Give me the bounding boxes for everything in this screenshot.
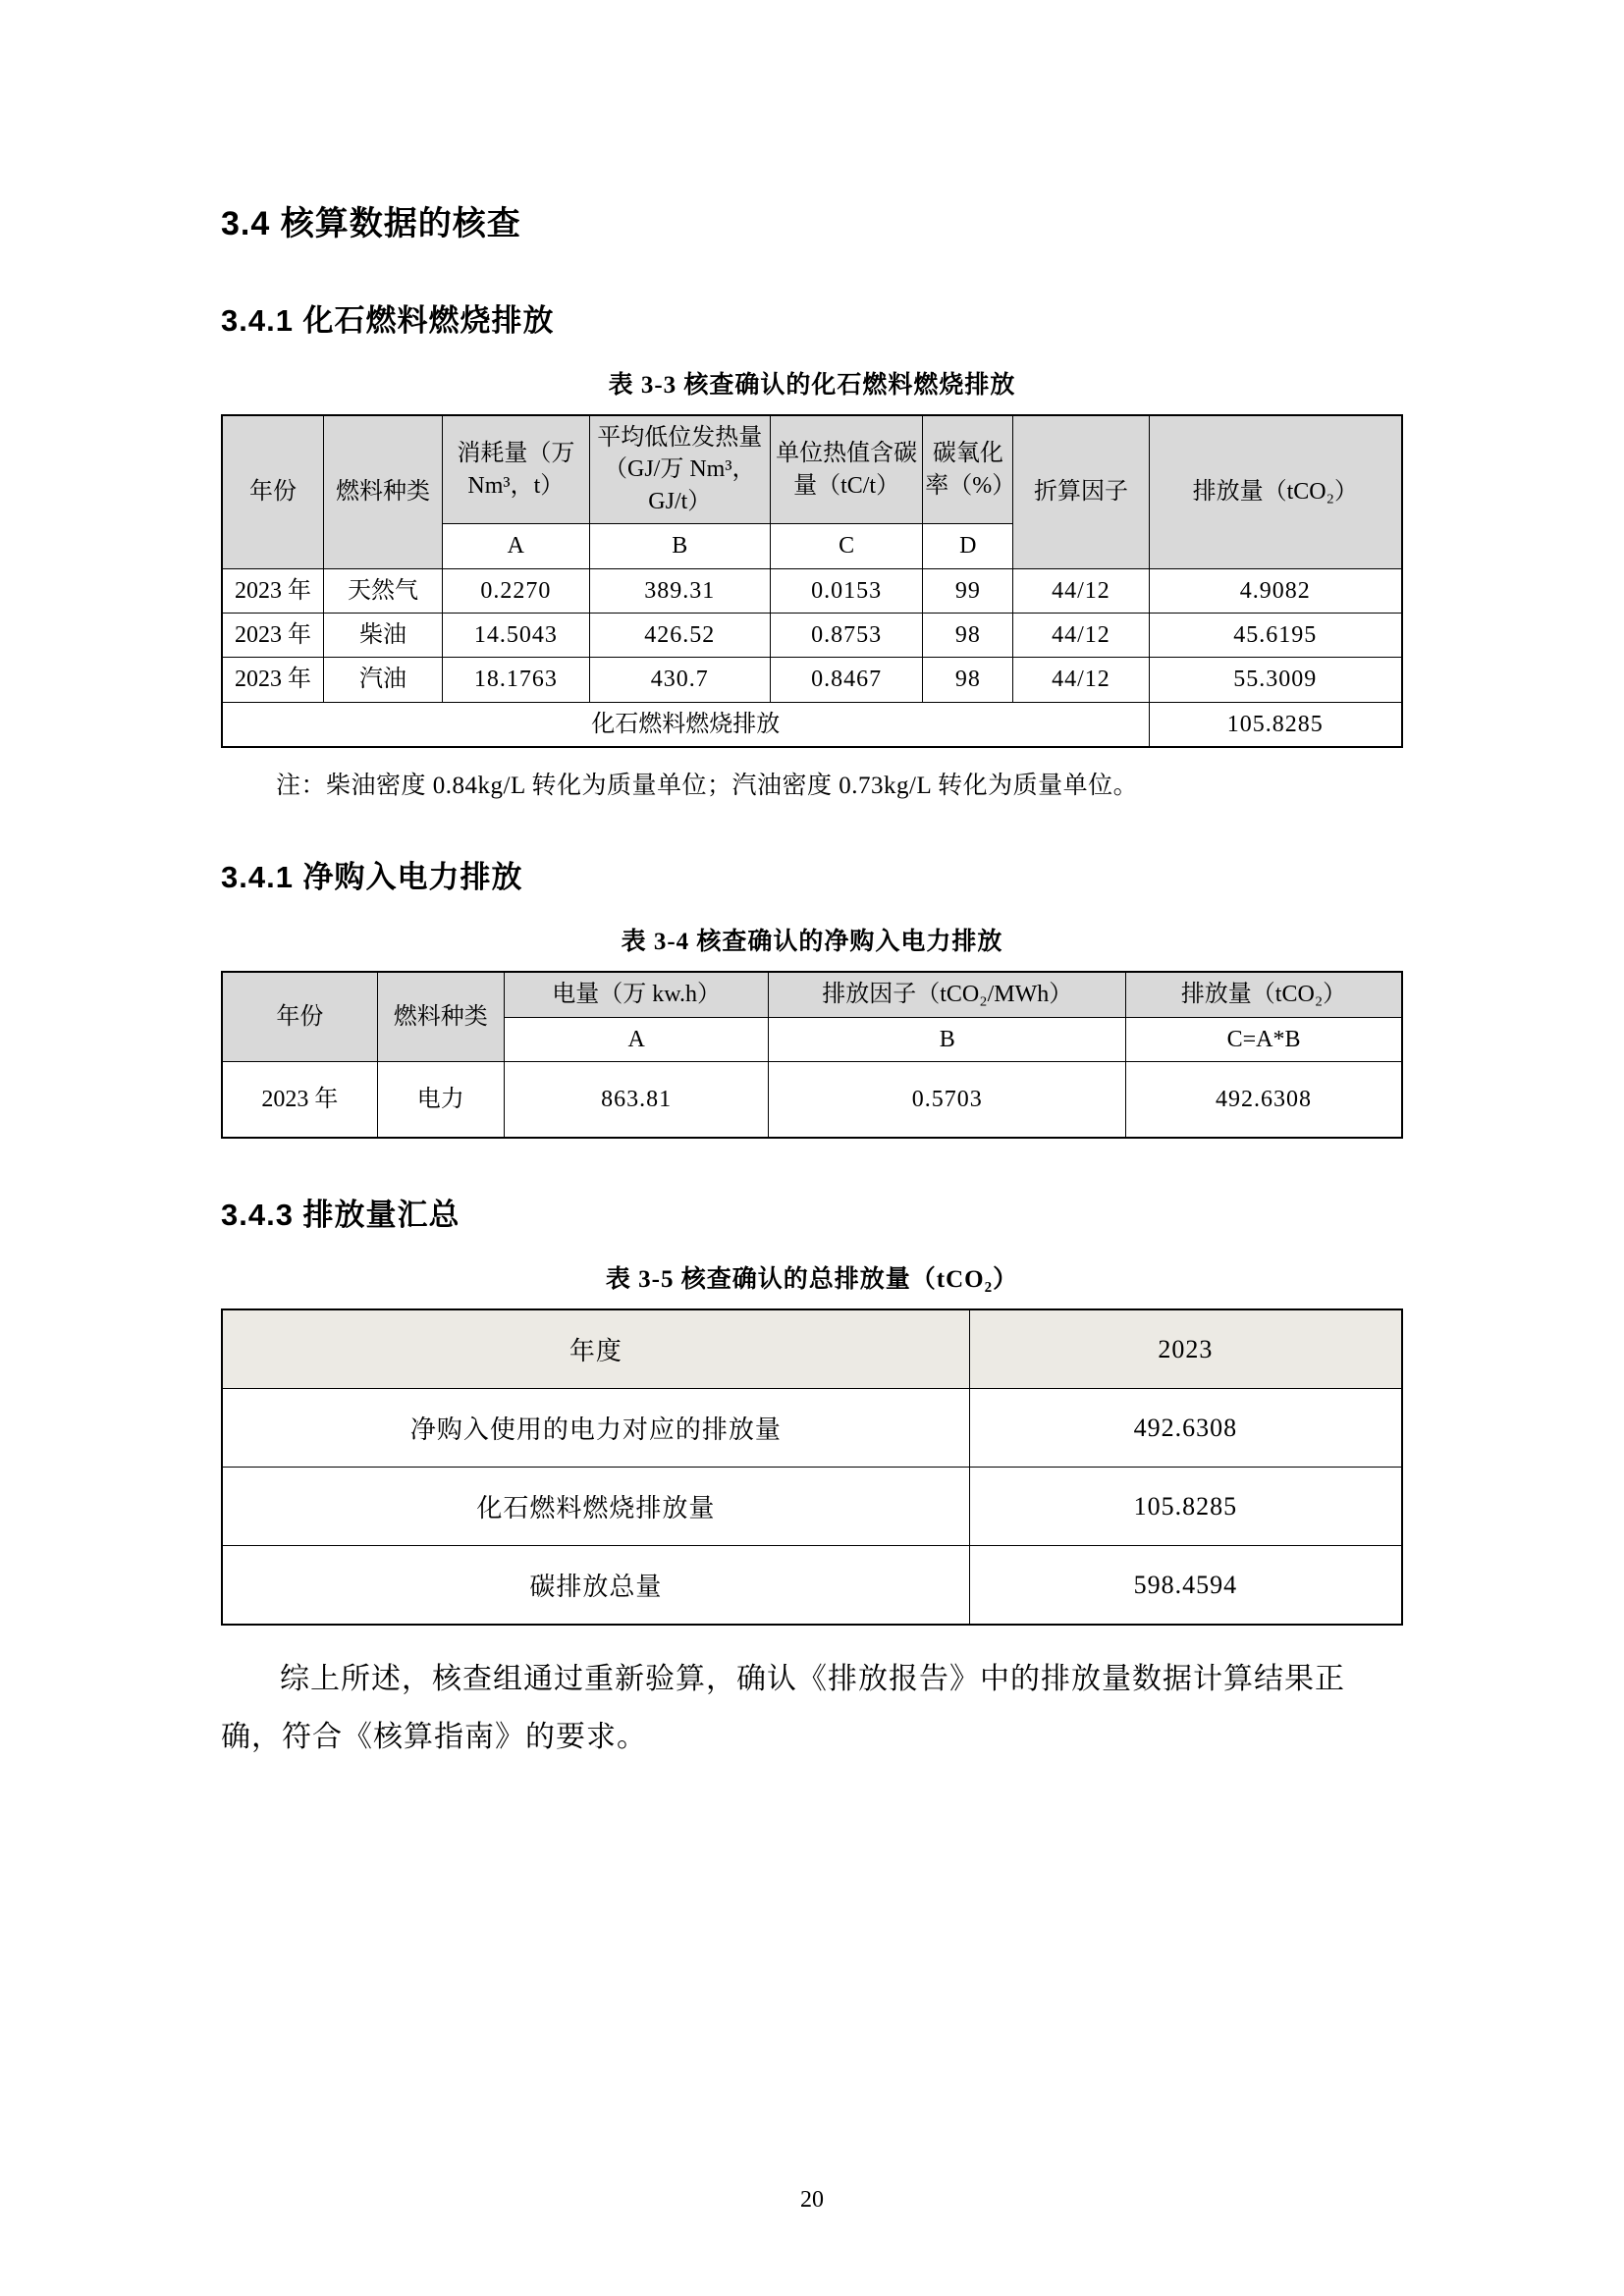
cell-year: 2023 年 xyxy=(222,613,324,657)
header-emission-factor: 排放因子（tCO₂/MWh） xyxy=(769,972,1126,1017)
header-emission: 排放量（tCO₂） xyxy=(1149,415,1402,568)
cell-f: 4.9082 xyxy=(1149,568,1402,613)
cell-fuel: 天然气 xyxy=(324,568,443,613)
cell-e: 44/12 xyxy=(1013,658,1149,702)
cell-value: 598.4594 xyxy=(969,1546,1402,1626)
letter-a: A xyxy=(443,524,590,568)
table-3-3-caption: 表 3-3 核查确认的化石燃料燃烧排放 xyxy=(608,372,1016,399)
table-3-3-note: 注：柴油密度 0.84kg/L 转化为质量单位；汽油密度 0.73kg/L 转化为质量单位。 xyxy=(276,773,1139,800)
header-oxidation-rate: 碳氧化率（%） xyxy=(923,415,1013,524)
table-3-5 xyxy=(221,1308,1403,1626)
letter-d: D xyxy=(923,524,1013,568)
cell-value: 105.8285 xyxy=(969,1468,1402,1546)
letter-b: B xyxy=(769,1017,1126,1061)
table-3-4 xyxy=(221,971,1403,1139)
cell-b: 430.7 xyxy=(589,658,770,702)
table-3-5-caption: 表 3-5 核查确认的总排放量（tCO₂） xyxy=(605,1266,1019,1294)
cell-label: 净购入使用的电力对应的排放量 xyxy=(222,1389,969,1468)
cell-a: 14.5043 xyxy=(443,613,590,657)
table-row xyxy=(222,1389,1402,1468)
header-fuel-type: 燃料种类 xyxy=(377,972,504,1061)
cell-f: 45.6195 xyxy=(1149,613,1402,657)
table-3-4-caption: 表 3-4 核查确认的净购入电力排放 xyxy=(621,929,1003,956)
cell-c: 0.8467 xyxy=(770,658,922,702)
header-conversion-factor: 折算因子 xyxy=(1013,415,1149,568)
cell-d: 98 xyxy=(923,658,1013,702)
cell-total-value: 105.8285 xyxy=(1149,702,1402,747)
cell-e: 44/12 xyxy=(1013,613,1149,657)
cell-b: 0.5703 xyxy=(769,1061,1126,1138)
table-row xyxy=(222,613,1402,657)
table-row-header xyxy=(222,972,1402,1017)
cell-c: 0.0153 xyxy=(770,568,922,613)
header-emission: 排放量（tCO₂） xyxy=(1126,972,1402,1017)
table-row-header xyxy=(222,415,1402,524)
table-row xyxy=(222,1061,1402,1138)
cell-d: 98 xyxy=(923,613,1013,657)
header-year-value: 2023 xyxy=(969,1309,1402,1389)
header-heat-value: 平均低位发热量（GJ/万 Nm³，GJ/t） xyxy=(589,415,770,524)
cell-value: 492.6308 xyxy=(969,1389,1402,1468)
cell-label: 碳排放总量 xyxy=(222,1546,969,1626)
cell-label: 化石燃料燃烧排放量 xyxy=(222,1468,969,1546)
table-row xyxy=(222,568,1402,613)
letter-c: C=A*B xyxy=(1126,1017,1402,1061)
cell-a: 18.1763 xyxy=(443,658,590,702)
cell-b: 389.31 xyxy=(589,568,770,613)
cell-c: 492.6308 xyxy=(1126,1061,1402,1138)
cell-fuel: 电力 xyxy=(377,1061,504,1138)
cell-a: 0.2270 xyxy=(443,568,590,613)
letter-a: A xyxy=(504,1017,769,1061)
header-power: 电量（万 kw.h） xyxy=(504,972,769,1017)
cell-a: 863.81 xyxy=(504,1061,769,1138)
subsection-heading-electricity: 3.4.1 净购入电力排放 xyxy=(221,860,523,895)
subsection-heading-summary: 3.4.3 排放量汇总 xyxy=(221,1198,460,1233)
table-row xyxy=(222,1468,1402,1546)
table-row xyxy=(222,1546,1402,1626)
cell-year: 2023 年 xyxy=(222,568,324,613)
table-row-total xyxy=(222,702,1402,747)
cell-year: 2023 年 xyxy=(222,1061,377,1138)
header-fuel-type: 燃料种类 xyxy=(324,415,443,568)
cell-total-label: 化石燃料燃烧排放 xyxy=(222,702,1149,747)
letter-c: C xyxy=(770,524,922,568)
header-year: 年份 xyxy=(222,972,377,1061)
table-row xyxy=(222,658,1402,702)
conclusion-paragraph: 综上所述，核查组通过重新验算，确认《排放报告》中的排放量数据计算结果正确，符合《核算指南》的要求。 xyxy=(221,1663,1345,1753)
letter-b: B xyxy=(589,524,770,568)
table-row-header xyxy=(222,1309,1402,1389)
cell-e: 44/12 xyxy=(1013,568,1149,613)
cell-c: 0.8753 xyxy=(770,613,922,657)
table-3-3 xyxy=(221,414,1403,748)
header-carbon-content: 单位热值含碳量（tC/t） xyxy=(770,415,922,524)
cell-d: 99 xyxy=(923,568,1013,613)
section-heading: 3.4 核算数据的核查 xyxy=(221,205,521,242)
cell-year: 2023 年 xyxy=(222,658,324,702)
header-consumption: 消耗量（万 Nm³，t） xyxy=(443,415,590,524)
cell-fuel: 柴油 xyxy=(324,613,443,657)
header-year: 年份 xyxy=(222,415,324,568)
cell-b: 426.52 xyxy=(589,613,770,657)
cell-f: 55.3009 xyxy=(1149,658,1402,702)
page-number: 20 xyxy=(800,2187,824,2213)
header-year-label: 年度 xyxy=(222,1309,969,1389)
subsection-heading-fossil-fuel: 3.4.1 化石燃料燃烧排放 xyxy=(221,303,555,338)
cell-fuel: 汽油 xyxy=(324,658,443,702)
